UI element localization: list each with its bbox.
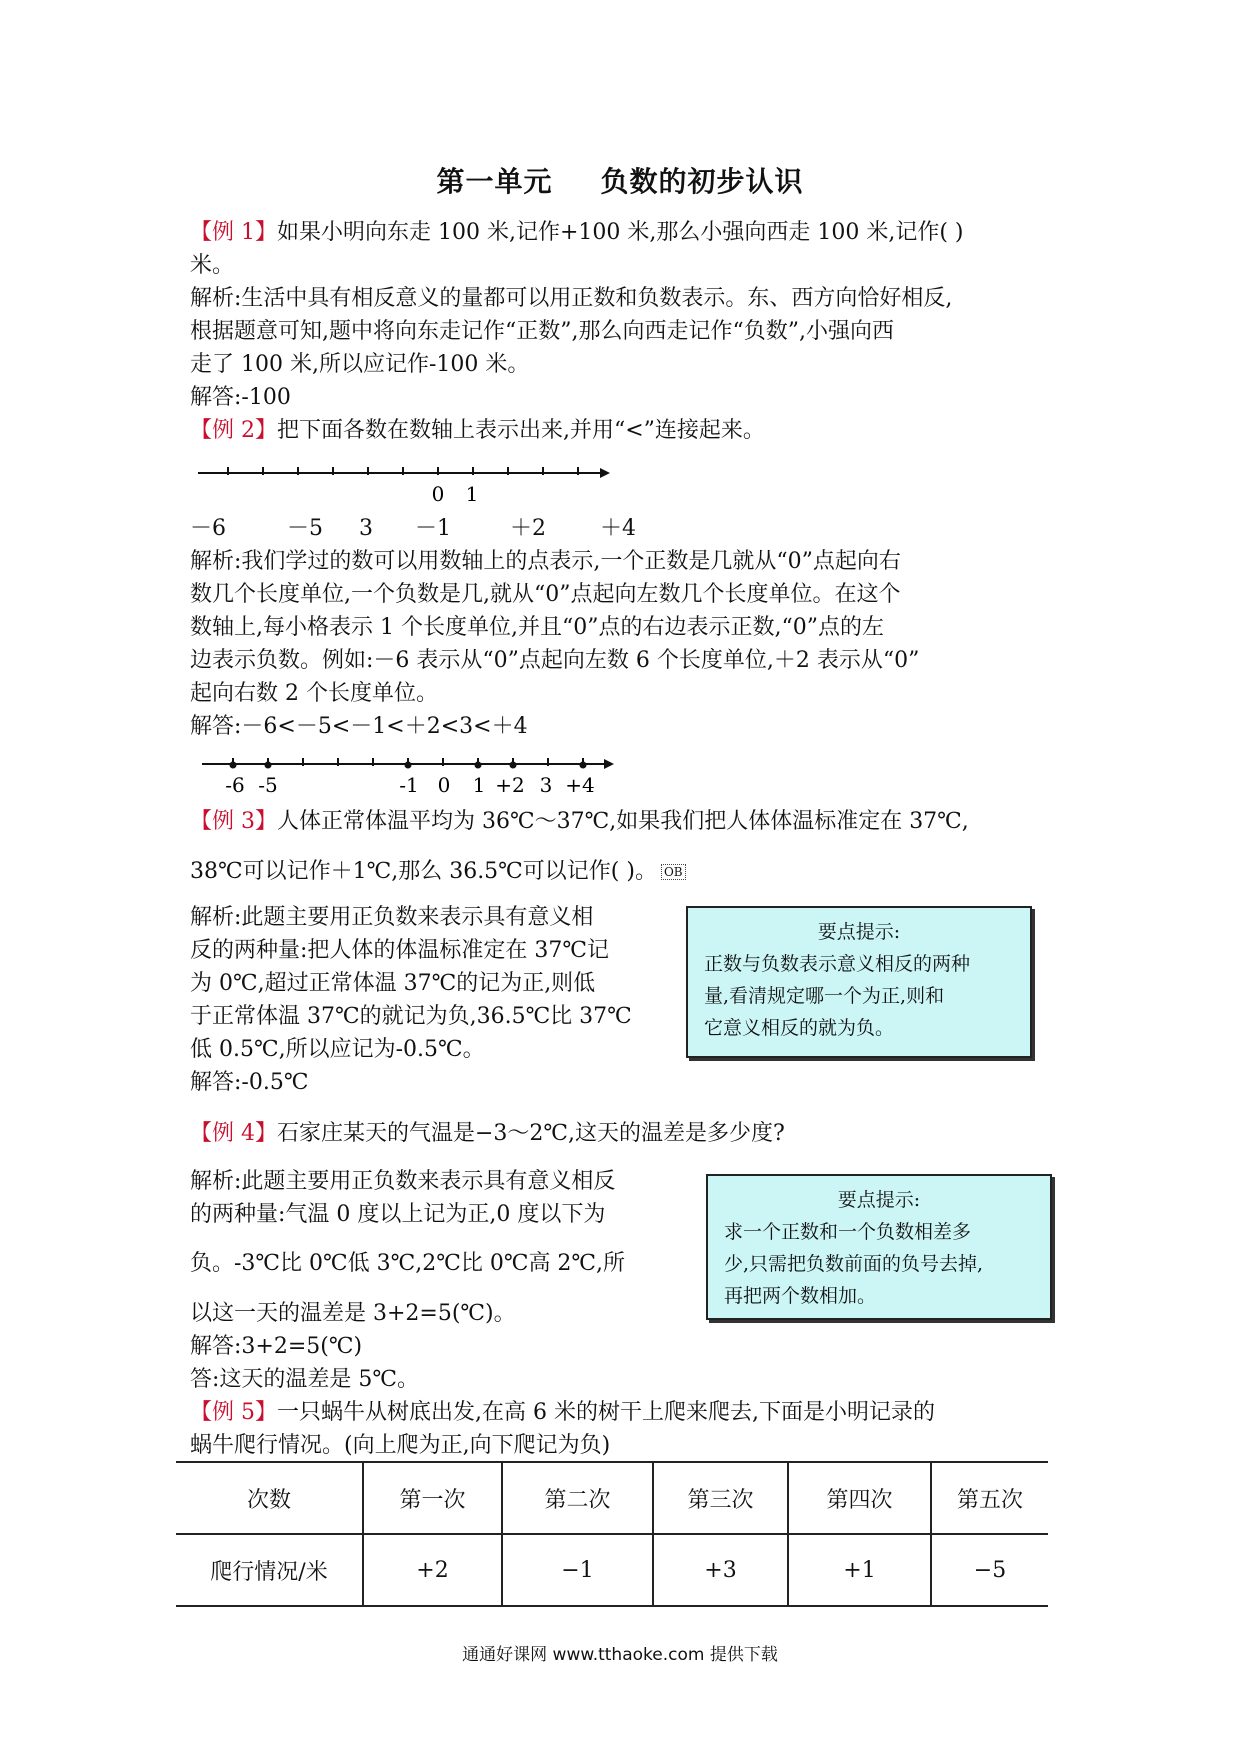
axis2-label: +4 <box>565 773 595 797</box>
table-row <box>176 1534 1048 1606</box>
plotted-point <box>405 762 412 769</box>
axis2-label: 3 <box>539 773 553 797</box>
number-item: 3 <box>359 516 373 541</box>
title-unit: 第一单元 <box>436 165 553 198</box>
ex3-analysis-line1: 解析:此题主要用正负数来表示具有意义相 <box>190 905 594 930</box>
table-cell: +3 <box>653 1534 788 1606</box>
ex4-hint-box <box>706 1174 1052 1320</box>
number-line-answer <box>196 750 626 798</box>
plotted-point <box>580 762 587 769</box>
ex2-analysis-line5: 起向右数 2 个长度单位。 <box>190 681 438 706</box>
ex3-question-line2 <box>190 856 686 888</box>
table-header-cell: 第五次 <box>931 1462 1048 1534</box>
hint-line: 少,只需把负数前面的负号去掉, <box>724 1253 984 1275</box>
table-row-label: 爬行情况/米 <box>176 1534 363 1606</box>
axis2-label: -1 <box>399 773 419 797</box>
page-title <box>0 160 1240 200</box>
ex1-question-line2: 米。 <box>190 253 235 278</box>
ex3-answer: 解答:-0.5℃ <box>190 1070 309 1095</box>
number-item: －5 <box>287 516 323 541</box>
ex4-answer2: 答:这天的温差是 5℃。 <box>190 1367 420 1392</box>
number-line-arrow <box>600 468 610 478</box>
table-cell: −1 <box>502 1534 653 1606</box>
ex2-analysis-line2: 数几个长度单位,一个负数是几,就从“0”点起向左数几个长度单位。在这个 <box>190 582 901 607</box>
ex5-tag: 【例 5】 <box>190 1400 277 1425</box>
hint-title: 要点提示: <box>837 1189 921 1211</box>
snail-record-table <box>176 1461 1048 1607</box>
table-header-cell: 次数 <box>176 1462 363 1534</box>
table-header-cell: 第四次 <box>788 1462 931 1534</box>
number-item: －6 <box>190 516 226 541</box>
axis2-label: -6 <box>225 773 245 797</box>
ex4-question <box>190 1118 785 1150</box>
table-cell: −5 <box>931 1534 1048 1606</box>
hint-line: 求一个正数和一个负数相差多 <box>724 1221 972 1243</box>
plotted-point <box>230 762 237 769</box>
hint-line: 量,看清规定哪一个为正,则和 <box>704 985 945 1007</box>
ex5-question-text: 一只蜗牛从树底出发,在高 6 米的树干上爬来爬去,下面是小明记录的 <box>277 1400 935 1425</box>
ex2-analysis-line4: 边表示负数。例如:－6 表示从“0”点起向左数 6 个长度单位,＋2 表示从“0” <box>190 648 920 673</box>
ex4-analysis-line3: 负。-3℃比 0℃低 3℃,2℃比 0℃高 2℃,所 <box>190 1251 626 1276</box>
axis2-label: 1 <box>472 773 486 797</box>
number-item: ＋4 <box>600 516 636 541</box>
number-item: －1 <box>415 516 451 541</box>
table-header-cell: 第二次 <box>502 1462 653 1534</box>
table-cell: +2 <box>363 1534 502 1606</box>
ex1-analysis-line3: 走了 100 米,所以应记作-100 米。 <box>190 352 530 377</box>
ex1-answer: 解答:-100 <box>190 385 291 410</box>
axis1-label-0: 0 <box>431 482 445 504</box>
ex2-tag: 【例 2】 <box>190 418 277 443</box>
axis2-label: -5 <box>258 773 278 797</box>
ex3-question-line1 <box>190 806 969 838</box>
ex3-hint-box <box>686 906 1032 1058</box>
ex4-analysis-line1: 解析:此题主要用正负数来表示具有意义相反 <box>190 1169 616 1194</box>
number-item: ＋2 <box>510 516 546 541</box>
title-topic: 负数的初步认识 <box>600 165 804 198</box>
ex1-question-line1 <box>190 217 964 249</box>
hint-title: 要点提示: <box>817 921 901 943</box>
ex2-question-text: 把下面各数在数轴上表示出来,并用“<”连接起来。 <box>277 418 765 443</box>
ex3-analysis-line2: 反的两种量:把人体的体温标准定在 37℃记 <box>190 938 610 963</box>
plotted-point <box>475 762 482 769</box>
table-cell: +1 <box>788 1534 931 1606</box>
number-line-blank <box>190 458 620 504</box>
ex3-analysis-line5: 低 0.5℃,所以应记为-0.5℃。 <box>190 1037 485 1062</box>
ex5-question-line1 <box>190 1397 935 1429</box>
ex2-analysis-line3: 数轴上,每小格表示 1 个长度单位,并且“0”点的右边表示正数,“0”点的左 <box>190 615 884 640</box>
ex2-answer: 解答:－6<－5<－1<＋2<3<＋4 <box>190 714 528 739</box>
ex3-tag: 【例 3】 <box>190 809 277 834</box>
ex3-analysis-line3: 为 0℃,超过正常体温 37℃的记为正,则低 <box>190 971 596 996</box>
ex2-analysis-line1: 解析:我们学过的数可以用数轴上的点表示,一个正数是几就从“0”点起向右 <box>190 549 901 574</box>
plotted-point <box>265 762 272 769</box>
table-header-cell: 第一次 <box>363 1462 502 1534</box>
ex4-question-text: 石家庄某天的气温是−3～2℃,这天的温差是多少度? <box>277 1121 785 1146</box>
ex4-tag: 【例 4】 <box>190 1121 277 1146</box>
axis2-label: +2 <box>495 773 525 797</box>
hint-line: 它意义相反的就为负。 <box>704 1017 895 1039</box>
ex1-question-text: 如果小明向东走 100 米,记作+100 米,那么小强向西走 100 米,记作( ) <box>277 220 964 245</box>
axis1-label-1: 1 <box>465 482 479 504</box>
axis2-label: 0 <box>437 773 451 797</box>
hint-line: 正数与负数表示意义相反的两种 <box>704 953 971 975</box>
ex4-answer: 解答:3+2=5(℃) <box>190 1334 363 1359</box>
footer-credit: 通通好课网 www.tthaoke.com 提供下载 <box>462 1645 778 1665</box>
ex2-question <box>190 415 765 447</box>
table-header-cell: 第三次 <box>653 1462 788 1534</box>
ob-object-icon: OB <box>661 864 686 880</box>
ex4-analysis-line2: 的两种量:气温 0 度以上记为正,0 度以下为 <box>190 1202 606 1227</box>
ex3-question-text: 人体正常体温平均为 36℃～37℃,如果我们把人体体温标准定在 37℃, <box>277 809 969 834</box>
ex4-analysis-line4: 以这一天的温差是 3+2=5(℃)。 <box>190 1301 516 1326</box>
ex3-question-text2: 38℃可以记作＋1℃,那么 36.5℃可以记作( )。 <box>190 859 657 884</box>
table-header-row <box>176 1462 1048 1534</box>
ex2-number-list <box>190 513 636 545</box>
answer-axis-arrow <box>604 759 614 769</box>
hint-line: 再把两个数相加。 <box>724 1285 877 1307</box>
ex1-tag: 【例 1】 <box>190 220 277 245</box>
ex1-analysis-line1: 解析:生活中具有相反意义的量都可以用正数和负数表示。东、西方向恰好相反, <box>190 286 953 311</box>
ex5-question-line2: 蜗牛爬行情况。(向上爬为正,向下爬记为负) <box>190 1433 611 1458</box>
ex1-analysis-line2: 根据题意可知,题中将向东走记作“正数”,那么向西走记作“负数”,小强向西 <box>190 319 894 344</box>
ex3-analysis-line4: 于正常体温 37℃的就记为负,36.5℃比 37℃ <box>190 1004 632 1029</box>
plotted-point <box>510 762 517 769</box>
